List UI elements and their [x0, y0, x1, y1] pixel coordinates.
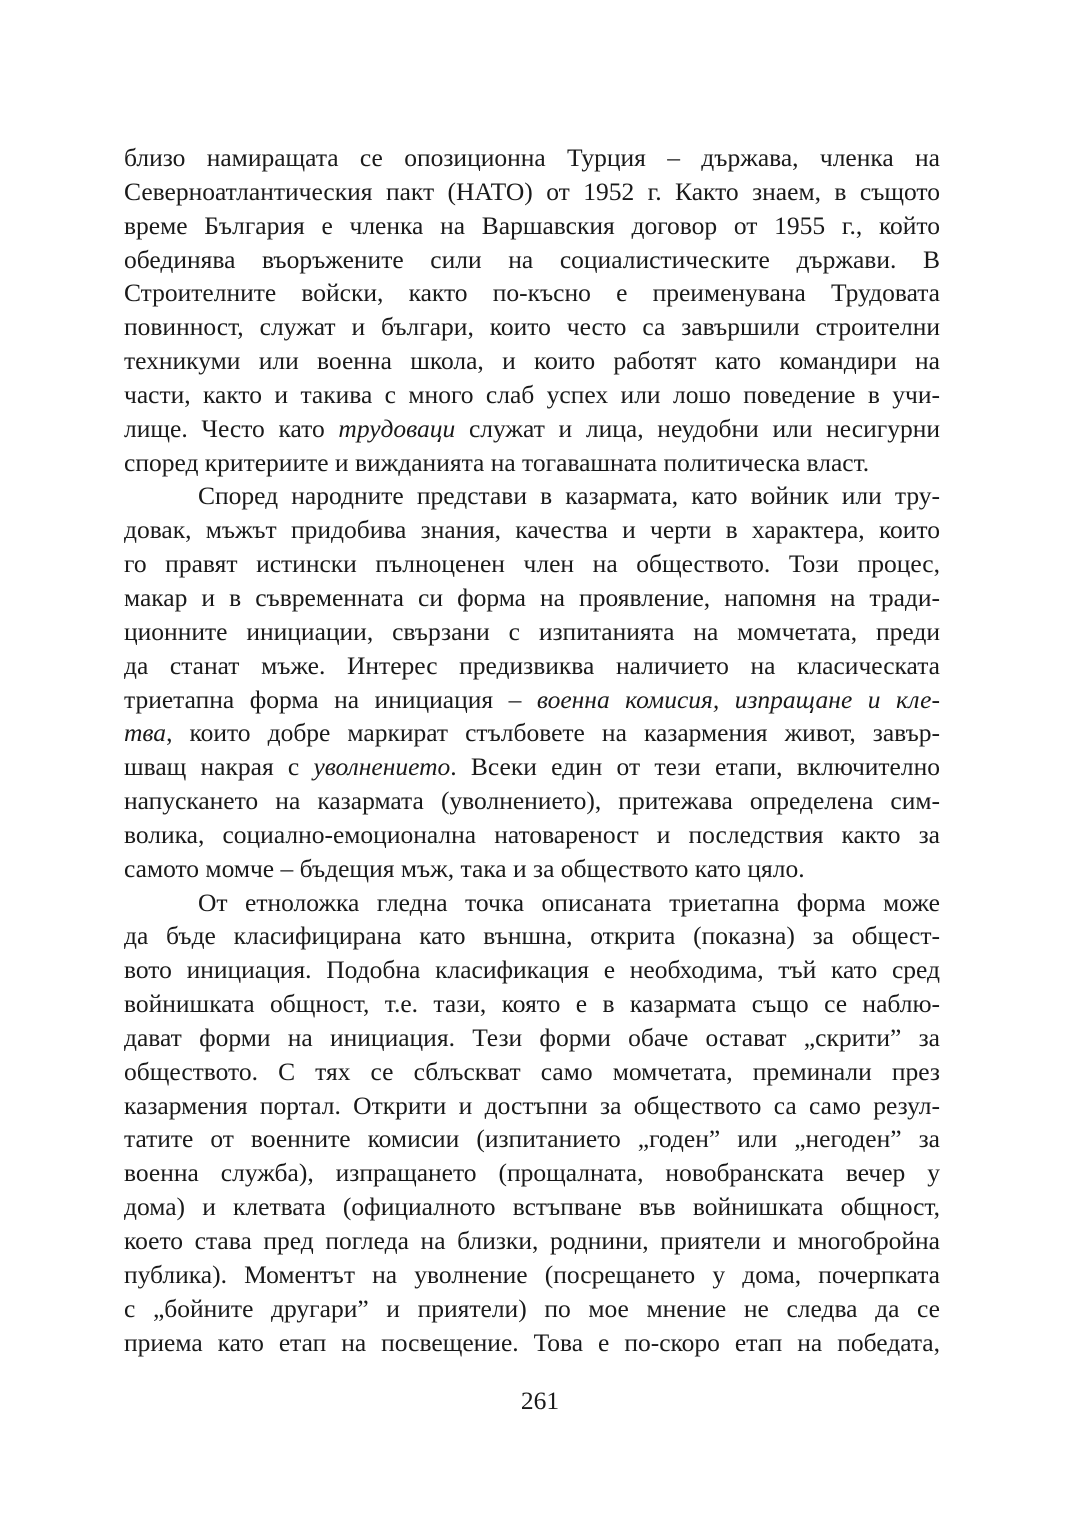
italic-term: трудоваци	[338, 413, 456, 443]
text-line	[124, 683, 940, 717]
text-line: напускането на казармата (уволнението), притежава определена сим-	[124, 786, 940, 816]
italic-term: уволнението	[313, 752, 451, 782]
text-line	[124, 750, 940, 784]
text-line: войнишката общност, т.е. тази, която е в казармата също се наблю-	[124, 989, 940, 1019]
text-line	[124, 716, 940, 750]
text-line: волика, социално-емоционална натовареност и последствия както за	[124, 819, 940, 849]
page-number: 261	[520, 1386, 560, 1415]
text-run: триетапна форма на инициация –	[124, 684, 537, 714]
text-line: да станат мъже. Интерес предизвиква наличието на класическата	[124, 650, 940, 680]
text-line: което става пред погледа на близки, роднини, приятели и многобройна	[124, 1226, 940, 1255]
text-line: според критериите и вижданията на тогавашната политическа власт.	[124, 447, 870, 477]
italic-term: тва	[124, 718, 167, 748]
text-line: Строителните войски, както по-късно е преименувана Трудовата	[124, 278, 940, 308]
text-line: татите от военните комисии (изпитанието „годен” или „негоден” за	[124, 1124, 940, 1154]
text-line: обединява въоръжените сили на социалистическите държави. В	[124, 244, 940, 274]
text-line	[124, 412, 940, 446]
text-line: време България е членка на Варшавския договор от 1955 г., който	[124, 210, 940, 240]
text-run: лище. Често като	[124, 413, 339, 443]
text-line: приема като етап на посвещение. Това е по-скоро етап на победата,	[124, 1327, 940, 1357]
text-line: дават форми на инициация. Тези форми обаче остават „скрити” за	[124, 1022, 940, 1052]
text-line: близо намиращата се опозиционна Турция – държава, членка на	[124, 143, 940, 172]
text-run: . Всеки един от тези етапи, включително	[450, 752, 940, 782]
text-line: макар и в съвременната си форма на проявление, напомня на тради-	[124, 582, 940, 612]
italic-term: военна комисия, изпращане и кле-	[536, 684, 940, 714]
text-line: вото инициация. Подобна класификация е необходима, тъй като сред	[124, 955, 940, 985]
text-line: с „бойните другари” и приятели) по мое мнение не следва да се	[124, 1293, 940, 1323]
text-line: го правят истински пълноценен член на обществото. Този процес,	[124, 549, 940, 579]
text-line: военна служба), изпращането (прощалната, новобранската вечер у	[124, 1158, 940, 1188]
text-run: служат и лица, неудобни или несигурни	[455, 413, 940, 443]
body-text	[124, 141, 940, 1359]
paragraph-start-line: Според народните представи в казармата, като войник или тру-	[198, 481, 940, 511]
text-line: самото момче – бъдещия мъж, така и за обществото като цяло.	[124, 853, 805, 883]
text-line: дома) и клетвата (официалното встъпване във войнишката общност,	[124, 1192, 940, 1222]
text-line: казармения портал. Открити и достъпни за обществото са само резул-	[124, 1090, 940, 1120]
text-run: шващ накрая с	[124, 752, 314, 782]
text-line: техникуми или военна школа, и които работят като командири на	[124, 346, 940, 376]
text-line: Северноатлантическия пакт (НАТО) от 1952 г. Както знаем, в същото	[124, 176, 940, 206]
text-line: публика). Моментът на уволнение (посрещането у дома, почерпката	[124, 1259, 940, 1289]
paragraph-start-line: От етноложка гледна точка описаната триетапна форма може	[198, 887, 940, 917]
text-line: довак, мъжът придобива знания, качества и черти в характера, които	[124, 515, 940, 545]
text-line: обществото. С тях се сблъскват само момчетата, преминали през	[124, 1056, 940, 1086]
text-line: части, както и такива с много слаб успех или лошо поведение в учи-	[124, 379, 940, 409]
text-run: , които добре маркират стълбовете на казармения живот, завър-	[166, 718, 940, 748]
text-line: да бъде класифицирана като външна, открита (показна) за общест-	[124, 921, 940, 951]
text-line: ционните инициации, свързани с изпитанията на момчетата, преди	[124, 616, 940, 646]
text-line: повинност, служат и българи, които често са завършили строителни	[124, 312, 940, 342]
